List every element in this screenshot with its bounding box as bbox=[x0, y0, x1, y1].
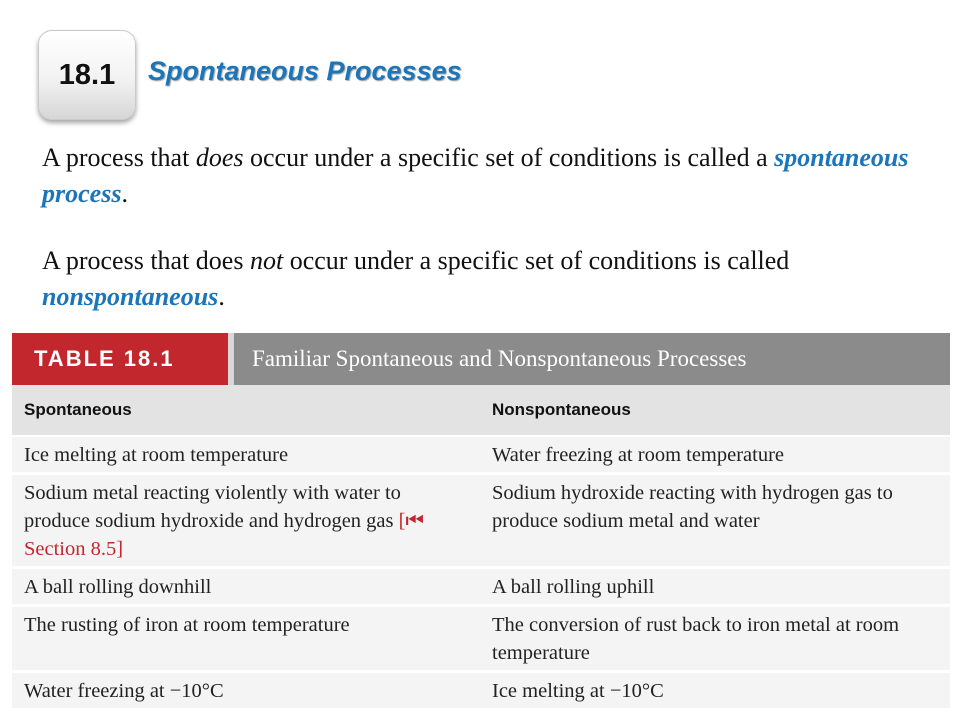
section-number-badge bbox=[38, 30, 136, 120]
p2-emphasis: not bbox=[249, 246, 284, 275]
table-caption: Familiar Spontaneous and Nonspontaneous Processes bbox=[252, 346, 747, 371]
table-cell: Sodium hydroxide reacting with hydrogen gas to produce sodium metal and water bbox=[492, 482, 893, 532]
table-cell-text: Sodium metal reacting violently with water to produce sodium hydroxide and hydrogen gas bbox=[24, 482, 401, 532]
paragraph-nonspontaneous bbox=[42, 243, 922, 315]
table-header-bar bbox=[12, 333, 950, 385]
section-number: 18.1 bbox=[58, 58, 116, 91]
table-row bbox=[12, 475, 950, 569]
table-row bbox=[12, 607, 950, 673]
table-cell: A ball rolling downhill bbox=[24, 576, 212, 598]
p2-text-3: . bbox=[218, 282, 225, 311]
table-row bbox=[12, 673, 950, 711]
column-header-spontaneous: Spontaneous bbox=[24, 400, 132, 419]
table-cell bbox=[12, 479, 480, 563]
p1-emphasis: does bbox=[195, 143, 244, 172]
table-cell: Ice melting at −10°C bbox=[492, 680, 664, 702]
table-cell: A ball rolling uphill bbox=[492, 576, 655, 598]
p1-term: spontaneous process bbox=[42, 143, 909, 208]
p1-text-3: . bbox=[121, 179, 128, 208]
p1-text-2: occur under a specific set of conditions is called a bbox=[243, 143, 775, 172]
p1-text-1: A process that bbox=[42, 143, 196, 172]
table-cell: The conversion of rust back to iron metal at room temperature bbox=[492, 614, 900, 664]
table-row bbox=[12, 569, 950, 607]
table-cell: Ice melting at room temperature bbox=[24, 444, 289, 466]
p2-text-2: occur under a specific set of conditions is called bbox=[283, 246, 790, 275]
table-cell: The rusting of iron at room temperature bbox=[24, 614, 350, 636]
section-reference-link[interactable]: [⏮ Section 8.5] bbox=[24, 510, 424, 560]
column-header-nonspontaneous: Nonspontaneous bbox=[492, 400, 631, 419]
table-label: TABLE 18.1 bbox=[12, 333, 228, 385]
p2-term: nonspontaneous bbox=[42, 282, 219, 311]
processes-table bbox=[12, 385, 950, 711]
table-column-headers bbox=[12, 385, 950, 437]
paragraph-spontaneous bbox=[42, 140, 922, 212]
p2-text-1: A process that does bbox=[42, 246, 250, 275]
table-cell: Water freezing at −10°C bbox=[24, 680, 224, 702]
table-row bbox=[12, 437, 950, 475]
table-cell: Water freezing at room temperature bbox=[492, 444, 785, 466]
section-title: Spontaneous Processes bbox=[148, 56, 462, 86]
